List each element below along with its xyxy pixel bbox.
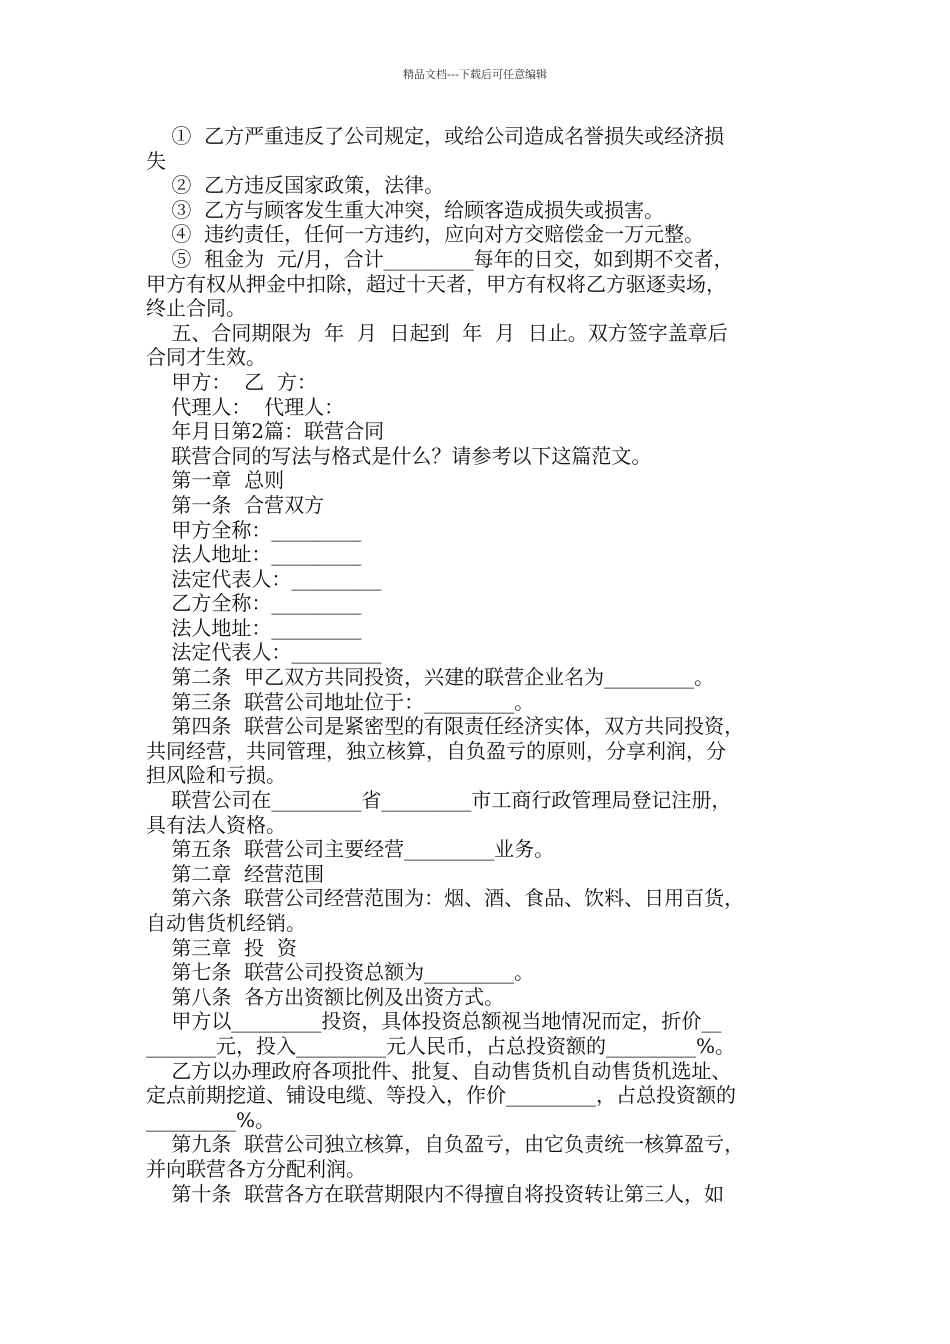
text-line: 联营公司在_________省_________市工商行政管理局登记注册， [146, 788, 732, 813]
text-line: 第三条 联营公司地址位于：_________。 [146, 689, 535, 714]
text-line: ③ 乙方与顾客发生重大冲突，给顾客造成损失或损害。 [146, 197, 665, 222]
text-line: 乙方以办理政府各项批件、批复、自动售货机自动售货机选址、 [146, 1058, 732, 1083]
text-line: 第二章 经营范围 [146, 861, 325, 886]
text-line: 第九条 联营公司独立核算，自负盈亏，由它负责统一核算盈亏， [146, 1132, 745, 1157]
text-line: 具有法人资格。 [146, 812, 286, 837]
text-line: 法定代表人：_________ [146, 640, 382, 665]
page-header: 精品文档---下载后可任意编辑 [403, 68, 547, 81]
text-line: 甲方： 乙 方： [146, 369, 317, 394]
text-line: _________%。 [146, 1107, 276, 1132]
text-line: 失 [146, 148, 166, 173]
text-line: 五、合同期限为 年 月 日起到 年 月 日止。双方签字盖章后 [146, 320, 728, 345]
text-line: 甲方全称：_________ [146, 517, 362, 542]
text-line: 第八条 各方出资额比例及出资方式。 [146, 984, 505, 1009]
document-body [146, 124, 814, 1206]
text-line: 并向联营各方分配利润。 [146, 1156, 366, 1181]
text-line: 联营合同的写法与格式是什么？请参考以下这篇范文。 [146, 443, 652, 468]
text-line: 担风险和亏损。 [146, 763, 286, 788]
text-line: 法人地址：_________ [146, 615, 362, 640]
text-line: ① 乙方严重违反了公司规定，或给公司造成名誉损失或经济损 [146, 124, 725, 148]
text-line: ④ 违约责任，任何一方违约，应向对方交赔偿金一万元整。 [146, 222, 705, 247]
text-line: 终止合同。 [146, 296, 246, 321]
text-line: 定点前期挖道、铺设电缆、等投入，作价_________，占总投资额的 [146, 1083, 736, 1108]
text-line: 第七条 联营公司投资总额为_________。 [146, 960, 535, 985]
text-line: 法定代表人：_________ [146, 566, 382, 591]
text-line: 第十条 联营各方在联营期限内不得擅自将投资转让第三人，如 [146, 1181, 725, 1206]
text-line: 第一章 总则 [146, 468, 285, 493]
text-line: 合同才生效。 [146, 345, 266, 370]
text-line: 第三章 投 资 [146, 935, 297, 960]
text-line: 共同经营，共同管理，独立核算，自负盈亏的原则，分享利润，分 [146, 738, 726, 763]
text-line: 甲方以_________投资，具体投资总额视当地情况而定，折价__ [146, 1009, 722, 1034]
text-line: 年月日第2篇：联营合同 [146, 419, 385, 444]
text-line: ② 乙方违反国家政策，法律。 [146, 173, 445, 198]
text-line: 第一条 合营双方 [146, 492, 325, 517]
text-line: 第六条 联营公司经营范围为：烟、酒、食品、饮料、日用百货， [146, 886, 745, 911]
text-line: 法人地址：_________ [146, 542, 362, 567]
text-line: 代理人： 代理人： [146, 394, 345, 419]
text-line: _______元，投入_________元人民币，占总投资额的_________%。 [146, 1033, 736, 1058]
text-line: 第五条 联营公司主要经营_________业务。 [146, 837, 555, 862]
text-line: 第二条 甲乙双方共同投资，兴建的联营企业名为_________。 [146, 665, 715, 690]
text-line: ⑤ 租金为 元/月，合计_________每年的日交，如到期不交者， [146, 246, 734, 271]
text-line: 乙方全称：_________ [146, 591, 362, 616]
text-line: 第四条 联营公司是紧密型的有限责任经济实体，双方共同投资， [146, 714, 745, 739]
text-line: 甲方有权从押金中扣除，超过十天者，甲方有权将乙方驱逐卖场， [146, 271, 726, 296]
text-line: 自动售货机经销。 [146, 911, 306, 935]
